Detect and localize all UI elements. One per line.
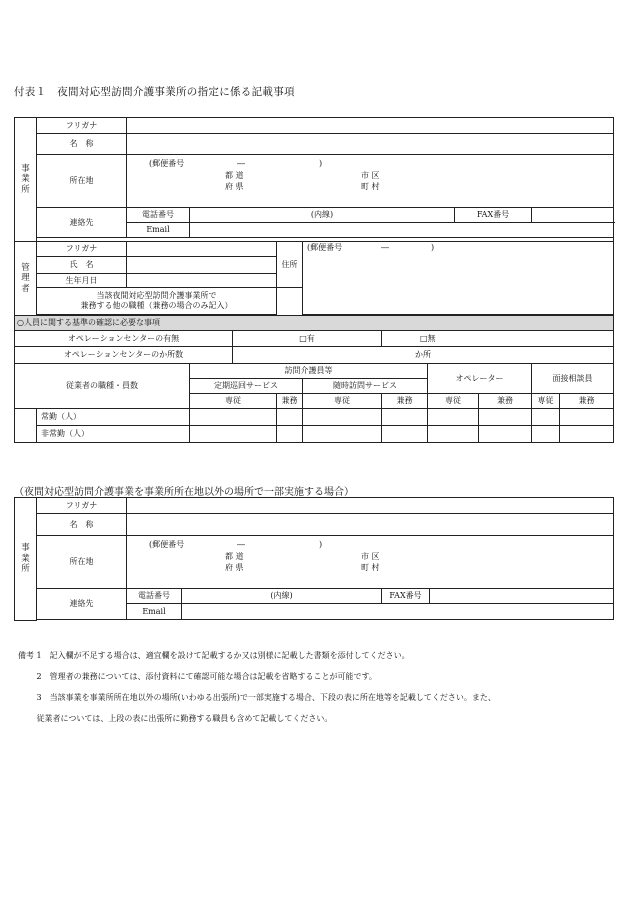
note-1: 備考 1 記入欄が不足する場合は、適宜欄を設けて記載するか又は別様に記載した書類を添付してください。 [18, 651, 410, 660]
interviewer-dedicated: 専従 [532, 394, 560, 409]
cell[interactable] [382, 409, 428, 426]
branch-address-label: 所在地 [37, 536, 127, 589]
fuken-label: 府 県 [225, 563, 244, 572]
cell[interactable] [277, 426, 303, 443]
branch-name-field[interactable] [127, 514, 614, 536]
postal-dash: ― [237, 540, 245, 549]
cell[interactable] [428, 409, 479, 426]
cell[interactable] [190, 409, 277, 426]
office-name-label: 名 称 [37, 134, 127, 155]
operator-dedicated: 専従 [428, 394, 479, 409]
office-email-field[interactable] [190, 223, 614, 238]
postal-close: ) [319, 540, 323, 549]
interviewer-header: 面接相談員 [532, 364, 614, 394]
postal-label: (郵便番号 [149, 540, 185, 549]
manager-postal-dash: ― [381, 243, 389, 252]
office-fax-label: FAX番号 [455, 208, 532, 223]
office-ext-label[interactable]: (内線) [190, 208, 455, 223]
branch-email-field[interactable] [182, 604, 614, 620]
cell[interactable] [303, 409, 382, 426]
todo-label: 都 道 [225, 171, 244, 180]
shiku-label: 市 区 [361, 171, 380, 180]
main-form-table [14, 117, 614, 443]
patrol-dedicated: 専従 [190, 394, 277, 409]
cell[interactable] [303, 426, 382, 443]
branch-name-label: 名 称 [37, 514, 127, 536]
center-count-field[interactable]: か所 [233, 347, 614, 364]
on-demand-header: 随時訪問サービス [303, 379, 428, 394]
branch-vertical-label: 事 業 所 [15, 498, 37, 621]
operator-center-no[interactable]: □無 [382, 331, 614, 347]
note-3-cont: 従業者については、上段の表に出張所に勤務する職員も含めて記載してください。 [18, 714, 333, 723]
fuken-label: 府 県 [225, 182, 244, 191]
page-title: 付表１ 夜間対応型訪問介護事業所の指定に係る記載事項 [14, 86, 295, 98]
visiting-caregivers-header: 訪問介護員等 [190, 364, 428, 379]
manager-furigana-label: フリガナ [37, 242, 127, 257]
manager-name-field[interactable] [127, 257, 277, 274]
ondemand-dedicated: 専従 [303, 394, 382, 409]
operator-center-label: オペレーションセンターの有無 [15, 331, 233, 347]
manager-birth-label: 生年月日 [37, 274, 127, 288]
branch-fax-label: FAX番号 [382, 589, 430, 604]
branch-fax-field[interactable] [430, 589, 614, 604]
branch-contact-label: 連絡先 [37, 589, 127, 620]
branch-furigana-label: フリガナ [37, 498, 127, 514]
cell[interactable] [560, 426, 614, 443]
manager-name-label: 氏 名 [37, 257, 127, 274]
cell[interactable] [532, 409, 560, 426]
chouson-label: 町 村 [361, 563, 380, 572]
office-vertical-label: 事 業 所 [15, 118, 37, 242]
manager-postal-close: ) [431, 243, 435, 252]
chouson-label: 町 村 [361, 182, 380, 191]
cell[interactable] [479, 426, 532, 443]
office-contact-label: 連絡先 [37, 208, 127, 238]
manager-birth-field[interactable] [127, 274, 277, 288]
office-address-label: 所在地 [37, 155, 127, 208]
todo-label: 都 道 [225, 552, 244, 561]
staff-section-header: ○人員に関する基準の確認に必要な事項 [15, 316, 614, 331]
operator-concurrent: 兼務 [479, 394, 532, 409]
manager-furigana-field[interactable] [127, 242, 277, 257]
center-count-label: オペレーションセンターのか所数 [15, 347, 233, 364]
office-email-label: Email [127, 223, 190, 238]
office-furigana-field[interactable] [127, 118, 614, 134]
manager-vertical-label: 管 理 者 [15, 242, 37, 316]
postal-close: ) [319, 159, 323, 168]
cell[interactable] [479, 409, 532, 426]
office-address-field[interactable] [127, 155, 614, 208]
patrol-concurrent: 兼務 [277, 394, 303, 409]
note-3: 3 当該事業を事業所所在地以外の場所(いわゆる出張所)で一部実施する場合、下段の表に所在地等を記載してください。また、 [18, 693, 496, 702]
office-phone-label: 電話番号 [127, 208, 190, 223]
postal-dash: ― [237, 159, 245, 168]
cell[interactable] [560, 409, 614, 426]
manager-address-label: 住所 [277, 242, 303, 288]
branch-phone-label: 電話番号 [127, 589, 182, 604]
cell[interactable] [428, 426, 479, 443]
note-2: 2 管理者の兼務については、添付資料にて確認可能な場合は記載を省略することが可能です。 [18, 672, 377, 681]
office-fax-field[interactable] [532, 208, 614, 223]
operator-center-yes[interactable]: □有 [233, 331, 382, 347]
manager-concurrent-label: 当該夜間対応型訪問介護事業所で 兼務する他の職種（兼務の場合のみ記入） [37, 288, 277, 315]
notes [18, 645, 496, 729]
branch-address-field[interactable] [127, 536, 614, 589]
postal-label: (郵便番号 [149, 159, 185, 168]
interviewer-concurrent: 兼務 [560, 394, 614, 409]
staff-type-label: 従業者の職種・員数 [15, 364, 190, 409]
regular-patrol-header: 定期巡回サービス [190, 379, 303, 394]
cell[interactable] [382, 426, 428, 443]
branch-section-title: （夜間対応型訪問介護事業を事業所所在地以外の場所で一部実施する場合） [14, 487, 354, 498]
office-name-field[interactable] [127, 134, 614, 155]
branch-ext-label[interactable]: (内線) [182, 589, 382, 604]
operator-header: オペレーター [428, 364, 532, 394]
manager-postal-label: (郵便番号 [307, 243, 343, 252]
cell[interactable] [190, 426, 277, 443]
cell[interactable] [277, 409, 303, 426]
manager-address-field[interactable] [303, 242, 614, 315]
office-furigana-label: フリガナ [37, 118, 127, 134]
parttime-row-label: 非常勤（人） [37, 426, 190, 443]
branch-furigana-field[interactable] [127, 498, 614, 514]
shiku-label: 市 区 [361, 552, 380, 561]
branch-email-label: Email [127, 604, 182, 620]
cell[interactable] [532, 426, 560, 443]
branch-form-table [14, 497, 614, 621]
ondemand-concurrent: 兼務 [382, 394, 428, 409]
fulltime-row-label: 常勤（人） [37, 409, 190, 426]
